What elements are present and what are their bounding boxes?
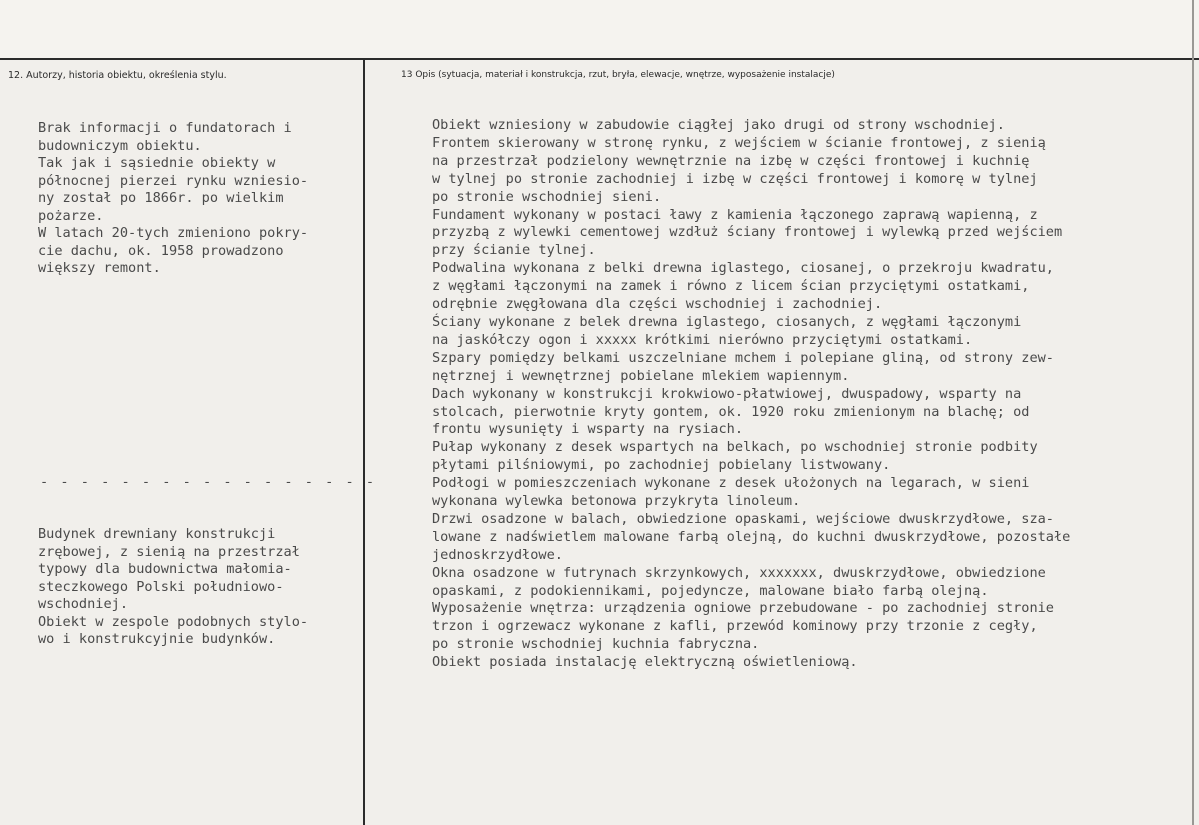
dashed-separator: - - - - - - - - - - - - - - - - -: [40, 474, 377, 490]
description-text: Obiekt wzniesiony w zabudowie ciągłej jako drugi od strony wschodniej. Frontem skierowany w stronę rynku, z wejściem w ścianie frontowej, z sienią na przestrzał podzielony wewnętrznie na izbę w części frontowej i kuchnię w tylnej po stronie zachodniej i izbę w części frontowej i komorę w tylnej po stronie wschodniej sieni. Fundament wykonany w postaci ławy z kamienia łączonego zaprawą wapienną, z przyzbą z wylewki cementowej wzdłuż ściany frontowej i wylewką przed wejściem przy ścianie tylnej. Podwalina wykonana z belki drewna iglastego, ciosanej, o przekroju kwadratu, z węgłami łączonymi na zamek i równo z licem ścian przyciętymi ostatkami, odrębnie zwęgłowana dla części wschodniej i zachodniej. Ściany wykonane z belek drewna iglastego, ciosanych, z węgłami łączonymi na jaskółczy ogon i xxxxx krótkimi nierówno przyciętymi ostatkami. Szpary pomiędzy belkami uszczelniane mchem i polepiane gliną, od strony zew- nętrznej i wewnętrznej pobielane mlekiem wapiennym. Dach wykonany w konstrukcji krokwiowo-płatwiowej, dwuspadowy, wsparty na stolcach, pierwotnie kryty gontem, ok. 1920 roku zmienionym na blachę; od frontu wysunięty i wsparty na rysiach. Pułap wykonany z desek wspartych na belkach, po wschodniej stronie podbity płytami pilśniowymi, po zachodniej pobielany listwowany. Podłogi w pomieszczeniach wykonane z desek ułożonych na legarach, w sieni wykonana wylewka betonowa przykryta linoleum. Drzwi osadzone w balach, obwiedzione opaskami, wejściowe dwuskrzydłowe, sza- lowane z nadświetlem malowane farbą olejną, do kuchni dwuskrzydłowe, pozostałe jednoskrzydłowe. Okna osadzone w futrynach skrzynkowych, xxxxxxx, dwuskrzydłowe, obwiedzione opaskami, z podokiennikami, pojedyncze, malowane biało farbą olejną. Wyposażenie wnętrza: urządzenia ogniowe przebudowane - po zachodniej stronie trzon i ogrzewacz wykonane z kafli, przewód kominowy przy trzonie z cegły, po stronie wschodniej kuchnia fabryczna. Obiekt posiada instalację elektryczną oświetleniową.: [432, 117, 1071, 671]
column-divider: [363, 58, 365, 825]
style-text: Budynek drewniany konstrukcji zrębowej, z sienią na przestrzał typowy dla budownictwa małomia- steczkowego Polski południowo- wschodniej. Obiekt w zespole podobnych stylo- wo i konstrukcyjnie budynków.: [38, 526, 309, 647]
section-12-header: 12. Autorzy, historia obiektu, określenia stylu.: [8, 70, 227, 81]
top-margin: [0, 0, 1199, 58]
history-text: Brak informacji o fundatorach i budowniczym obiektu. Tak jak i sąsiednie obiekty w północnej pierzei rynku wzniesio- ny został po 1866r. po wielkim pożarze. W latach 20-tych zmieniono pokry- cie dachu, ok. 1958 prowadzono większy remont.: [38, 120, 309, 276]
header-rule: [0, 58, 1199, 60]
section-13-header: 13 Opis (sytuacja, materiał i konstrukcja, rzut, bryła, elewacje, wnętrze, wyposażenie instalacje): [401, 70, 835, 80]
page-edge: [1192, 0, 1194, 825]
